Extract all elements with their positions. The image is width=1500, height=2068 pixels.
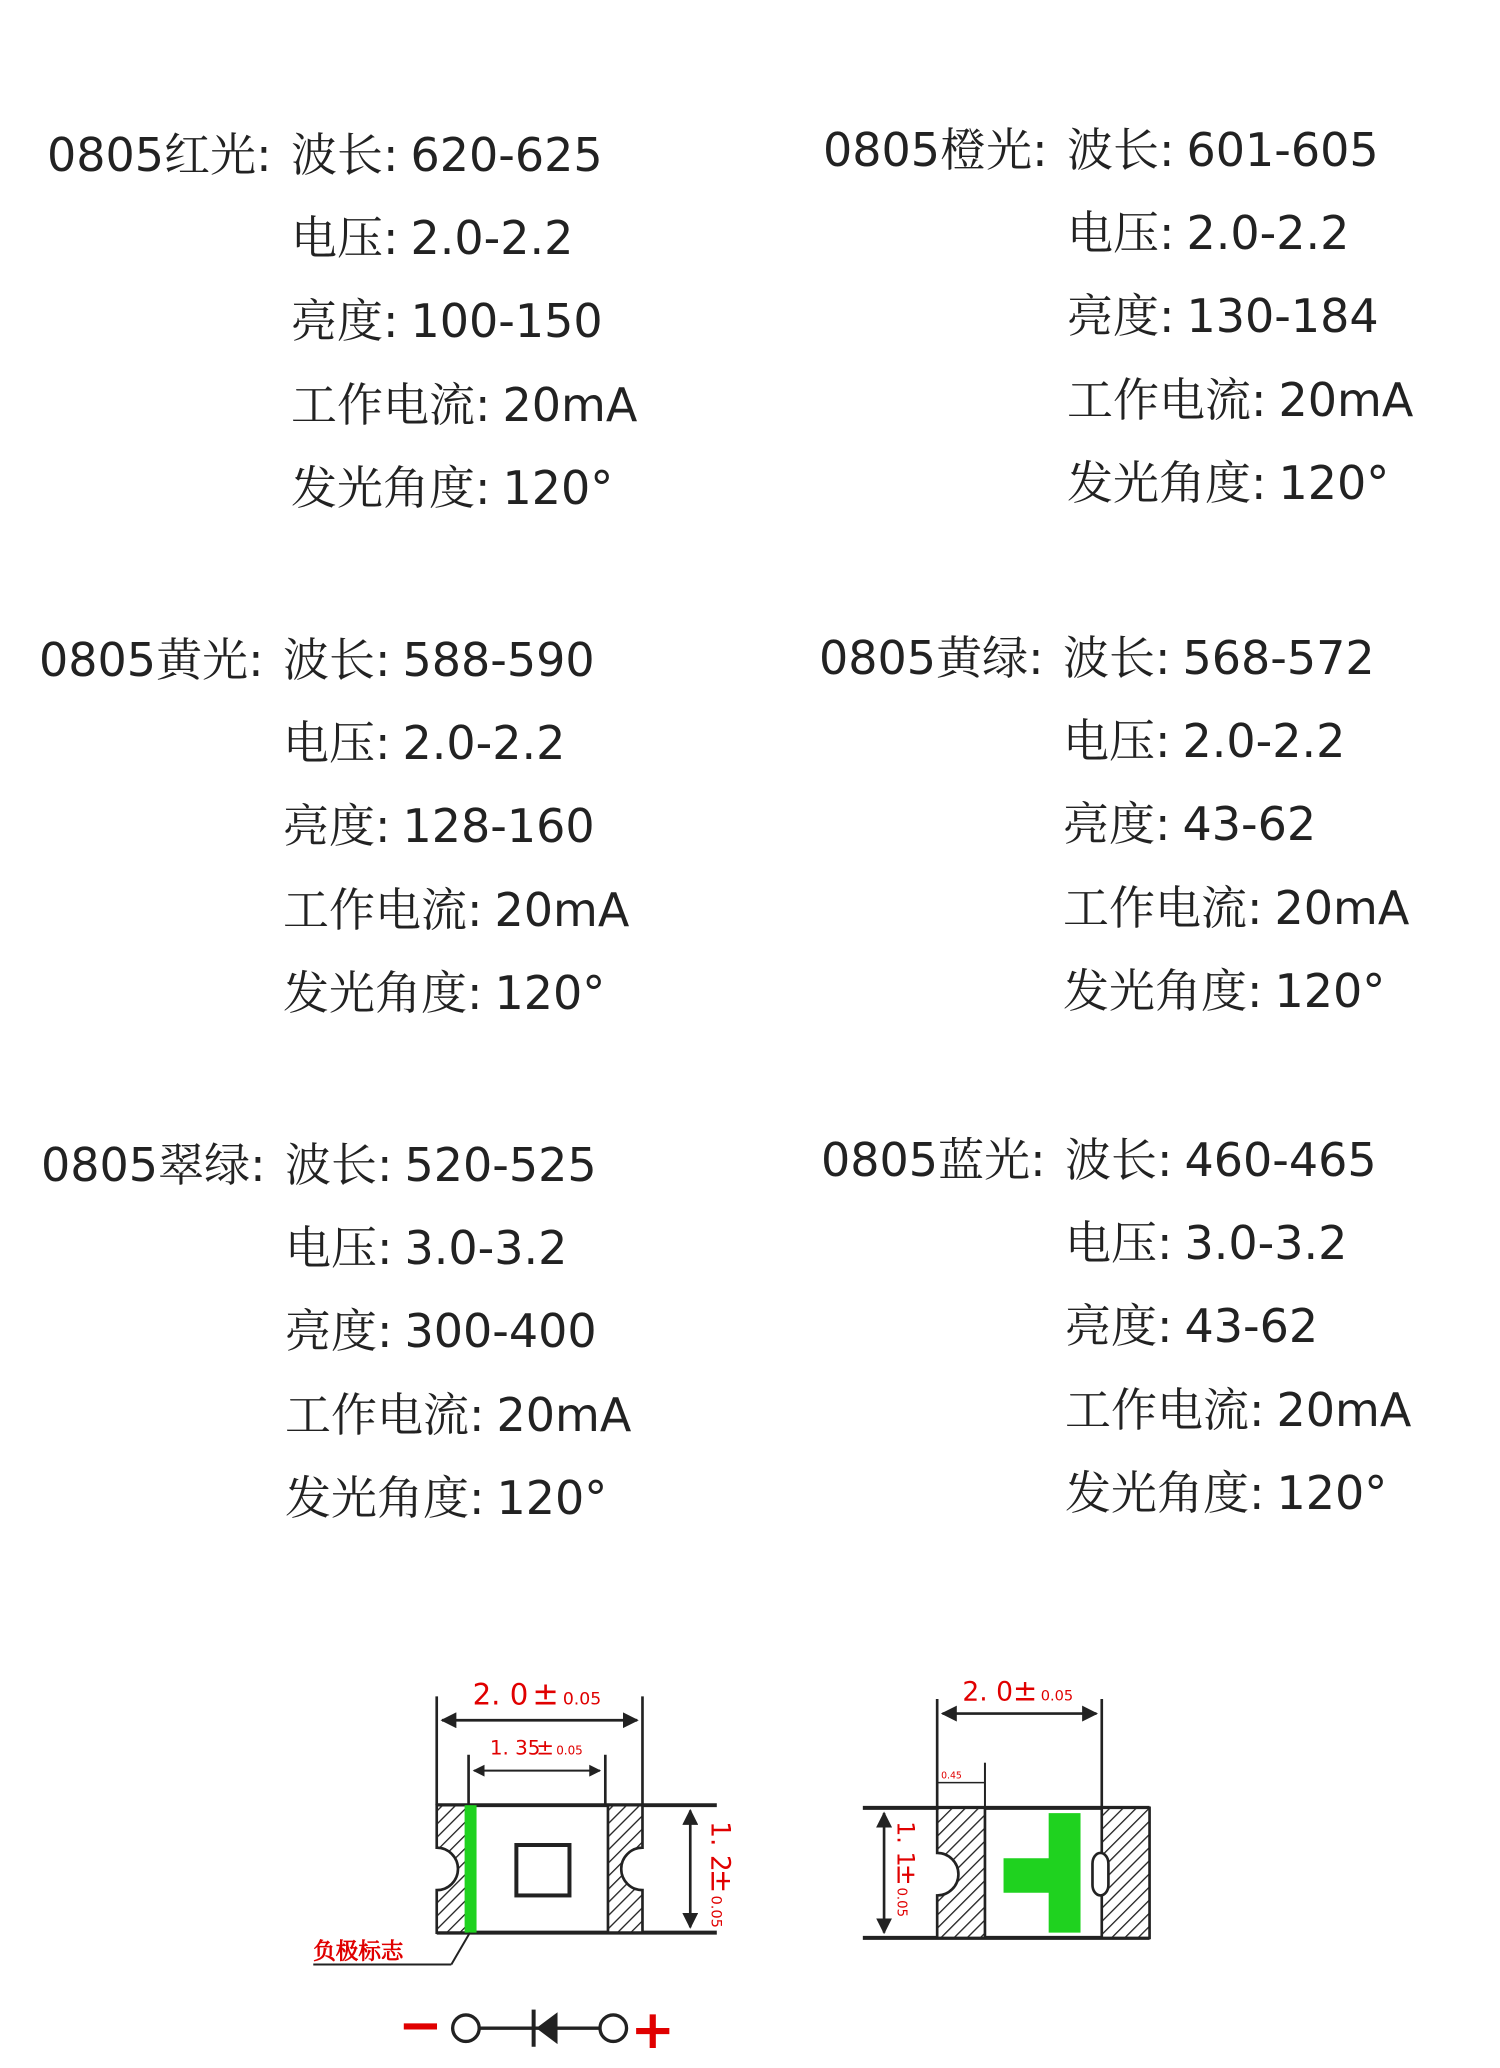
spec-label: 波长: (1063, 631, 1171, 685)
spec-label: 波长: (291, 128, 399, 182)
spec-value: 3.0-3.2 (404, 1221, 568, 1275)
dim-pm-sign: ± (890, 1863, 922, 1886)
spec-value: 3.0-3.2 (1184, 1216, 1348, 1270)
spec-value: 130-184 (1186, 289, 1379, 343)
diode-triangle (536, 2012, 557, 2044)
spec-label: 亮度: (1065, 1299, 1173, 1353)
right-package-view (863, 1673, 1150, 1938)
spec-value: 620-625 (410, 128, 603, 182)
spec-name: 0805蓝光: (821, 1133, 1046, 1187)
spec-value: 20mA (1276, 1383, 1412, 1437)
spec-label: 亮度: (291, 294, 399, 348)
spec-value: 2.0-2.2 (402, 716, 566, 770)
spec-value: 520-525 (404, 1138, 597, 1192)
terminal-left (437, 1805, 469, 1932)
dim-height-group (705, 1821, 739, 1928)
spec-name: 0805黄光: (39, 633, 264, 687)
dim-inner-value: 1. 35 (489, 1736, 541, 1760)
spec-name: 0805橙光: (823, 123, 1048, 177)
spec-label: 工作电流: (291, 378, 491, 432)
dim-height-group (890, 1821, 921, 1917)
spec-value: 128-160 (402, 799, 595, 853)
spec-label: 波长: (285, 1138, 393, 1192)
spec-value: 601-605 (1186, 123, 1379, 177)
dim-height-tol: 0.05 (893, 1887, 909, 1918)
spec-value: 588-590 (402, 633, 595, 687)
spec-label: 发光角度: (1065, 1466, 1265, 1520)
spec-value: 120° (1276, 1466, 1388, 1520)
spec-name: 0805翠绿: (41, 1138, 266, 1192)
spec-label: 发光角度: (283, 966, 483, 1020)
spec-value: 568-572 (1182, 631, 1375, 685)
spec-value: 20mA (1274, 881, 1410, 935)
terminal-notch (1092, 1853, 1108, 1895)
spec-label: 工作电流: (1065, 1383, 1265, 1437)
dim-width-value: 2. 0 (472, 1677, 529, 1712)
spec-label: 电压: (285, 1221, 393, 1275)
spec-label: 电压: (291, 211, 399, 265)
spec-label: 工作电流: (1063, 881, 1263, 935)
spec-value: 120° (1274, 964, 1386, 1018)
spec-value: 120° (494, 966, 606, 1020)
dim-pm-sign: ± (536, 1735, 555, 1761)
spec-label: 亮度: (283, 799, 391, 853)
spec-value: 20mA (502, 378, 638, 432)
spec-value: 2.0-2.2 (410, 211, 574, 265)
spec-label: 电压: (1063, 714, 1171, 768)
die-t-shape (1004, 1813, 1081, 1932)
spec-label: 电压: (1067, 206, 1175, 260)
spec-value: 120° (496, 1471, 608, 1525)
dim-pm-sign: ± (704, 1868, 739, 1894)
spec-label: 发光角度: (291, 461, 491, 515)
dim-inner-tol: 0.05 (556, 1743, 583, 1758)
plus-sign: + (630, 1999, 676, 2062)
spec-value: 2.0-2.2 (1182, 714, 1346, 768)
spec-value: 100-150 (410, 294, 603, 348)
spec-label: 发光角度: (1067, 456, 1267, 510)
spec-value: 120° (1278, 456, 1390, 510)
dim-width-value: 2. 0 (962, 1676, 1014, 1708)
terminal-circle-minus (453, 2015, 480, 2042)
terminal-left (937, 1808, 985, 1938)
spec-label: 工作电流: (1067, 373, 1267, 427)
dim-pm-sign: ± (1012, 1673, 1038, 1708)
spec-label: 亮度: (1063, 797, 1171, 851)
dim-height-tol: 0.05 (707, 1895, 725, 1928)
dim-height-value: 1. 2 (704, 1821, 736, 1872)
terminal-circle-plus (600, 2015, 627, 2042)
cathode-stripe (465, 1805, 477, 1932)
spec-value: 43-62 (1182, 797, 1317, 851)
spec-label: 电压: (283, 716, 391, 770)
dim-small-value: 0.45 (941, 1770, 962, 1782)
spec-label: 工作电流: (283, 883, 483, 937)
spec-name: 0805黄绿: (819, 631, 1044, 685)
dim-width-tol: 0.05 (562, 1689, 602, 1710)
cathode-mark-label: 负极标志 (313, 1939, 404, 1966)
left-package-view (313, 1674, 738, 2061)
spec-value: 2.0-2.2 (1186, 206, 1350, 260)
spec-value: 20mA (496, 1388, 632, 1442)
spec-value: 460-465 (1184, 1133, 1377, 1187)
spec-value: 20mA (494, 883, 630, 937)
spec-label: 发光角度: (1063, 964, 1263, 1018)
minus-sign: − (398, 1993, 443, 2056)
spec-label: 发光角度: (285, 1471, 485, 1525)
spec-label: 波长: (283, 633, 391, 687)
dim-width-tol: 0.05 (1040, 1687, 1074, 1705)
die-square (516, 1845, 569, 1895)
spec-label: 亮度: (285, 1304, 393, 1358)
spec-label: 工作电流: (285, 1388, 485, 1442)
leader-line (451, 1933, 470, 1965)
spec-label: 波长: (1067, 123, 1175, 177)
terminal-right (608, 1805, 643, 1932)
spec-value: 300-400 (404, 1304, 597, 1358)
spec-value: 20mA (1278, 373, 1414, 427)
spec-name: 0805红光: (47, 128, 272, 182)
dim-height-value: 1. 1 (891, 1821, 920, 1867)
spec-value: 120° (502, 461, 614, 515)
dim-pm-sign: ± (532, 1674, 559, 1713)
spec-label: 亮度: (1067, 289, 1175, 343)
spec-value: 43-62 (1184, 1299, 1319, 1353)
spec-label: 电压: (1065, 1216, 1173, 1270)
spec-label: 波长: (1065, 1133, 1173, 1187)
